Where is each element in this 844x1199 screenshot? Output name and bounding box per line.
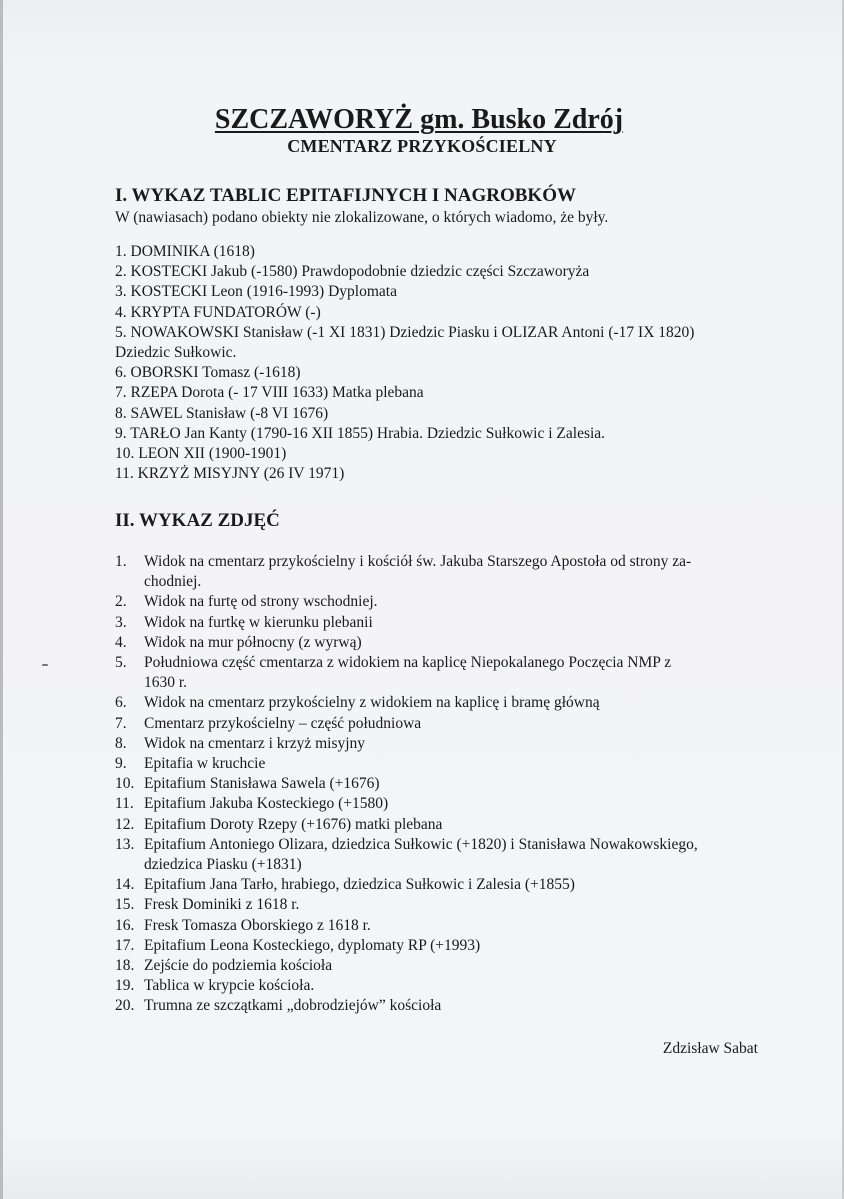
list-item	[115, 754, 760, 774]
list-item: 6. OBORSKI Tomasz (-1618)	[115, 364, 301, 382]
list-item-text: Tablica w krypcie kościoła.	[144, 977, 315, 995]
section1-heading: I. WYKAZ TABLIC EPITAFIJNYCH I NAGROBKÓW	[115, 185, 576, 206]
list-item	[115, 693, 760, 713]
list-item	[115, 592, 760, 612]
list-item-number: 2.	[115, 593, 127, 611]
list-item	[115, 916, 760, 936]
list-item-text: Fresk Tomasza Oborskiego z 1618 r.	[144, 916, 371, 934]
list-item-number: 8.	[115, 734, 127, 752]
list-item: 5. NOWAKOWSKI Stanisław (-1 XI 1831) Dziedzic Piasku i OLIZAR Antoni (-17 IX 1820)	[115, 323, 695, 341]
scan-edge-left	[0, 0, 3, 1199]
list-item: 11. KRZYŻ MISYJNY (26 IV 1971)	[115, 465, 345, 483]
list-item	[115, 633, 760, 653]
list-item-number	[115, 855, 144, 875]
list-item-text: Widok na cmentarz przykościelny i kościół św. Jakuba Starszego Apostoła od strony za-	[144, 553, 692, 570]
section2-heading: II. WYKAZ ZDJĘĆ	[115, 510, 280, 531]
list-item-number: 3.	[115, 613, 127, 631]
list-item-number: 20.	[115, 997, 135, 1015]
list-item-text: Widok na cmentarz i krzyż misyjny	[144, 734, 366, 752]
list-item: 9. TARŁO Jan Kanty (1790-16 XII 1855) Hrabia. Dziedzic Sułkowic i Zalesia.	[115, 424, 606, 442]
list-item-number	[115, 673, 144, 693]
list-item-text: Fresk Dominiki z 1618 r.	[144, 896, 300, 914]
list-item-number: 1.	[115, 553, 127, 570]
list-item	[115, 552, 760, 572]
list-item-text: Trumna ze szczątkami „dobrodziejów” kościoła	[144, 997, 442, 1015]
list-item	[115, 875, 760, 895]
list-item-number	[115, 572, 144, 592]
list-item-text: Widok na furtę od strony wschodniej.	[144, 593, 378, 611]
list-item	[115, 734, 760, 754]
list-item-number: 9.	[115, 755, 127, 773]
list-item	[115, 996, 760, 1016]
list-item-text: Cmentarz przykościelny – część południowa	[144, 714, 422, 732]
list-item-text: Epitafium Doroty Rzepy (+1676) matki plebana	[144, 815, 443, 833]
list-item-text: Epitafia w kruchcie	[144, 755, 266, 773]
list-item-number: 13.	[115, 835, 135, 853]
list-item	[115, 815, 760, 835]
list-item: 4. KRYPTA FUNDATORÓW (-)	[115, 303, 321, 321]
list-item	[115, 976, 760, 996]
list-item-text: Widok na cmentarz przykościelny z widokiem na kaplicę i bramę główną	[144, 694, 600, 712]
page-subtitle: CMENTARZ PRZYKOŚCIELNY	[287, 136, 557, 156]
list-item-text: Epitafium Jana Tarło, hrabiego, dziedzica Sułkowic i Zalesia (+1855)	[144, 876, 575, 894]
list-item-text: 1630 r.	[144, 674, 188, 692]
page-title	[0, 103, 844, 137]
list-item-text: Widok na furtkę w kierunku plebanii	[144, 613, 373, 631]
list-item	[115, 794, 760, 814]
list-item	[115, 855, 760, 875]
list-item	[115, 613, 760, 633]
list-item: 2. KOSTECKI Jakub (-1580) Prawdopodobnie dziedzic części Szczaworyża	[115, 263, 590, 281]
list-item-number: 11.	[115, 795, 134, 813]
list-item-text: Epitafium Jakuba Kosteckiego (+1580)	[144, 795, 389, 813]
list-item: 3. KOSTECKI Leon (1916-1993) Dyplomata	[115, 283, 397, 301]
list-item-text: Widok na mur północny (z wyrwą)	[144, 633, 362, 651]
list-item-text: Epitafium Stanisława Sawela (+1676)	[144, 775, 380, 793]
list-item-number: 19.	[115, 977, 135, 995]
list-item-text: dziedzica Piasku (+1831)	[144, 856, 302, 874]
list-item-number: 5.	[115, 654, 127, 672]
list-item-number: 15.	[115, 896, 135, 914]
list-item: 8. SAWEL Stanisław (-8 VI 1676)	[115, 404, 329, 422]
list-item: Dziedzic Sułkowic.	[115, 344, 237, 362]
page-title-text: SZCZAWORYŻ gm. Busko Zdrój	[214, 104, 624, 135]
list-item	[115, 653, 760, 673]
list-item	[115, 714, 760, 734]
list-item-number: 7.	[115, 714, 127, 732]
author-signature: Zdzisław Sabat	[662, 1040, 758, 1057]
list-item-text: Zejście do podziemia kościoła	[144, 957, 333, 975]
list-item-text: chodniej.	[144, 573, 202, 591]
list-item	[115, 936, 760, 956]
list-item-number: 4.	[115, 633, 127, 651]
list-item	[115, 956, 760, 976]
list-item-text: Epitafium Leona Kosteckiego, dyplomaty RP (+1993)	[144, 936, 481, 954]
photo-list	[115, 552, 760, 1017]
list-item-number: 10.	[115, 775, 135, 793]
list-item: 10. LEON XII (1900-1901)	[115, 445, 287, 463]
section1-note: W (nawiasach) podano obiekty nie zlokalizowane, o których wiadomo, że były.	[115, 209, 609, 226]
list-item: 1. DOMINIKA (1618)	[115, 243, 255, 260]
list-item-text: Epitafium Antoniego Olizara, dziedzica Sułkowic (+1820) i Stanisława Nowakowskiego,	[144, 835, 698, 853]
list-item-number: 16.	[115, 916, 135, 934]
list-item-text: Południowa część cmentarza z widokiem na kaplicę Niepokalanego Poczęcia NMP z	[144, 654, 672, 672]
list-item-number: 14.	[115, 876, 135, 894]
list-item: 7. RZEPA Dorota (- 17 VIII 1633) Matka plebana	[115, 384, 424, 402]
list-item	[115, 572, 760, 592]
scan-speck	[42, 664, 48, 666]
list-item	[115, 774, 760, 794]
list-item-number: 17.	[115, 936, 135, 954]
epitaph-list	[115, 242, 775, 484]
list-item	[115, 895, 760, 915]
list-item	[115, 673, 760, 693]
list-item	[115, 835, 760, 855]
list-item-number: 12.	[115, 815, 135, 833]
list-item-number: 6.	[115, 694, 127, 712]
list-item-number: 18.	[115, 957, 135, 975]
